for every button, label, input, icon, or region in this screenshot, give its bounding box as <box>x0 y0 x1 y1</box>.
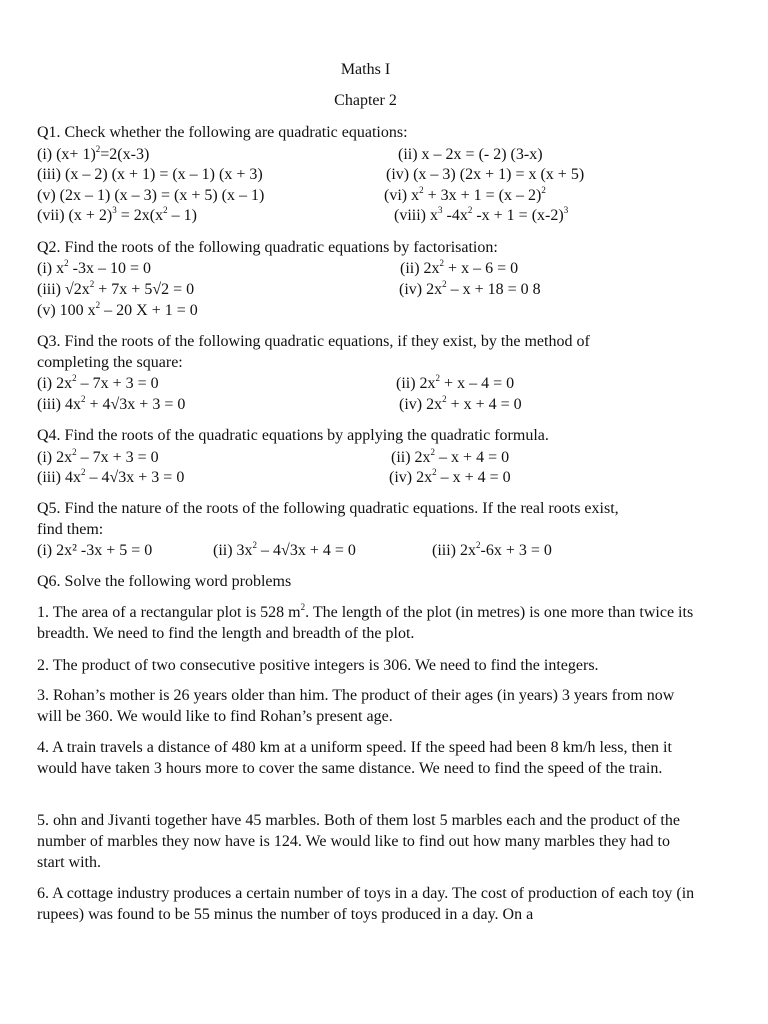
q1-item-viii: (viii) $x^3$ $-4x^2$ $-x + 1 = (x-2)^3$ <box>394 205 569 224</box>
q6-problem-1: 1. The area of a rectangular plot is 528 $m^2$. The length of the plot (in metres) is one more than twice its breadth. We need to find the length and breadth of the plot. <box>37 602 694 642</box>
q1-prompt: Q1. Check whether the following are quadratic equations: <box>37 124 408 141</box>
q6-prompt: Q6. Solve the following word problems <box>37 573 292 590</box>
q2-item-iv: (iv) $2x^2 - x + 18 = 0$ 8 <box>399 279 541 298</box>
q2-prompt: Q2. Find the roots of the following quadratic equations by factorisation: <box>37 239 498 256</box>
page-title: Maths I <box>340 61 391 78</box>
q5-item-i: (i) 2x² -3x + 5 = 0 <box>37 542 153 559</box>
q2-item-iii: (iii) $√2x^2 + 7x + 5√2 = 0$ <box>37 279 195 298</box>
q6-problem-5: 5. ohn and Jivanti together have 45 marbles. Both of them lost 5 marbles each and the product of the number of marbles they now have is 124. We would like to find out how many marbles they had to start with. <box>37 812 680 871</box>
q2-item-v: (v) 100 $x^2 - 20$ X + 1 = 0 <box>37 300 198 319</box>
q3-prompt-line2: completing the square: <box>37 354 183 371</box>
q1-item-i: (i) $(x+ 1)^2=2(x-3)$ <box>37 144 150 163</box>
q6-problem-4: 4. A train travels a distance of 480 km at a uniform speed. If the speed had been 8 km/h less, then it would have taken 3 hours more to cover the same distance. We need to find the speed of the train. <box>37 739 672 777</box>
q1-item-iii: (iii) (x – 2) (x + 1) = (x – 1) (x + 3) <box>37 166 263 183</box>
q1-item-iv: (iv) (x – 3) (2x + 1) = x (x + 5) <box>386 166 585 183</box>
q3-prompt-line1: Q3. Find the roots of the following quadratic equations, if they exist, by the method of <box>37 333 590 350</box>
q1-item-vi: (vi) $x^2 + 3x + 1 = (x - 2)^2$ <box>384 185 546 204</box>
q1-item-vii: (vii) $(x + 2)^3 = 2x(x^2 - 1)$ <box>37 205 197 224</box>
q3-item-ii: (ii) $2x^2 + x - 4 = 0$ <box>396 373 515 392</box>
q6-problem-6: 6. A cottage industry produces a certain number of toys in a day. The cost of production of each toy (in rupees) was found to be 55 minus the number of toys produced in a day. On a <box>37 885 695 923</box>
q1-item-v: (v) (2x – 1) (x – 3) = (x + 5) (x – 1) <box>37 187 265 204</box>
q5-item-iii: (iii) $2x^2-6x + 3 = 0$ <box>432 540 552 559</box>
q4-item-iii: (iii) $4x^2 - 4√3x + 3 = 0$ <box>37 467 185 486</box>
q5-prompt-line1: Q5. Find the nature of the roots of the following quadratic equations. If the real roots exist, <box>37 500 619 517</box>
q4-item-ii: (ii) $2x^2 - x + 4 = 0$ <box>391 447 510 466</box>
q5-item-ii: (ii) $3x^2 - 4√3x + 4 = 0$ <box>213 540 356 559</box>
chapter-heading: Chapter 2 <box>334 92 397 109</box>
q4-item-i: (i) $2x^2 - 7x + 3 = 0$ <box>37 447 159 466</box>
q4-item-iv: (iv) $2x^2 - x + 4 = 0$ <box>389 467 511 486</box>
q4-prompt: Q4. Find the roots of the quadratic equations by applying the quadratic formula. <box>37 427 549 444</box>
q5-prompt-line2: find them: <box>37 521 104 538</box>
q2-item-ii: (ii) $2x^2 + x - 6 = 0$ <box>400 258 519 277</box>
q1-item-ii: (ii) x – 2x = (- 2) (3-x) <box>398 146 543 163</box>
q6-problem-3: 3. Rohan’s mother is 26 years older than him. The product of their ages (in years) 3 years from now will be 360. We would like to find Rohan’s present age. <box>37 687 675 725</box>
q2-item-i: (i) $x^2$ -3x – 10 = 0 <box>37 258 151 277</box>
q3-item-iv: (iv) $2x^2 + x + 4 = 0$ <box>399 394 522 413</box>
q3-item-i: (i) $2x^2 - 7x + 3 = 0$ <box>37 373 159 392</box>
q3-item-iii: (iii) $4x^2 + 4√3x + 3 = 0$ <box>37 394 186 413</box>
q6-problem-2: 2. The product of two consecutive positive integers is 306. We need to find the integers. <box>37 657 599 674</box>
